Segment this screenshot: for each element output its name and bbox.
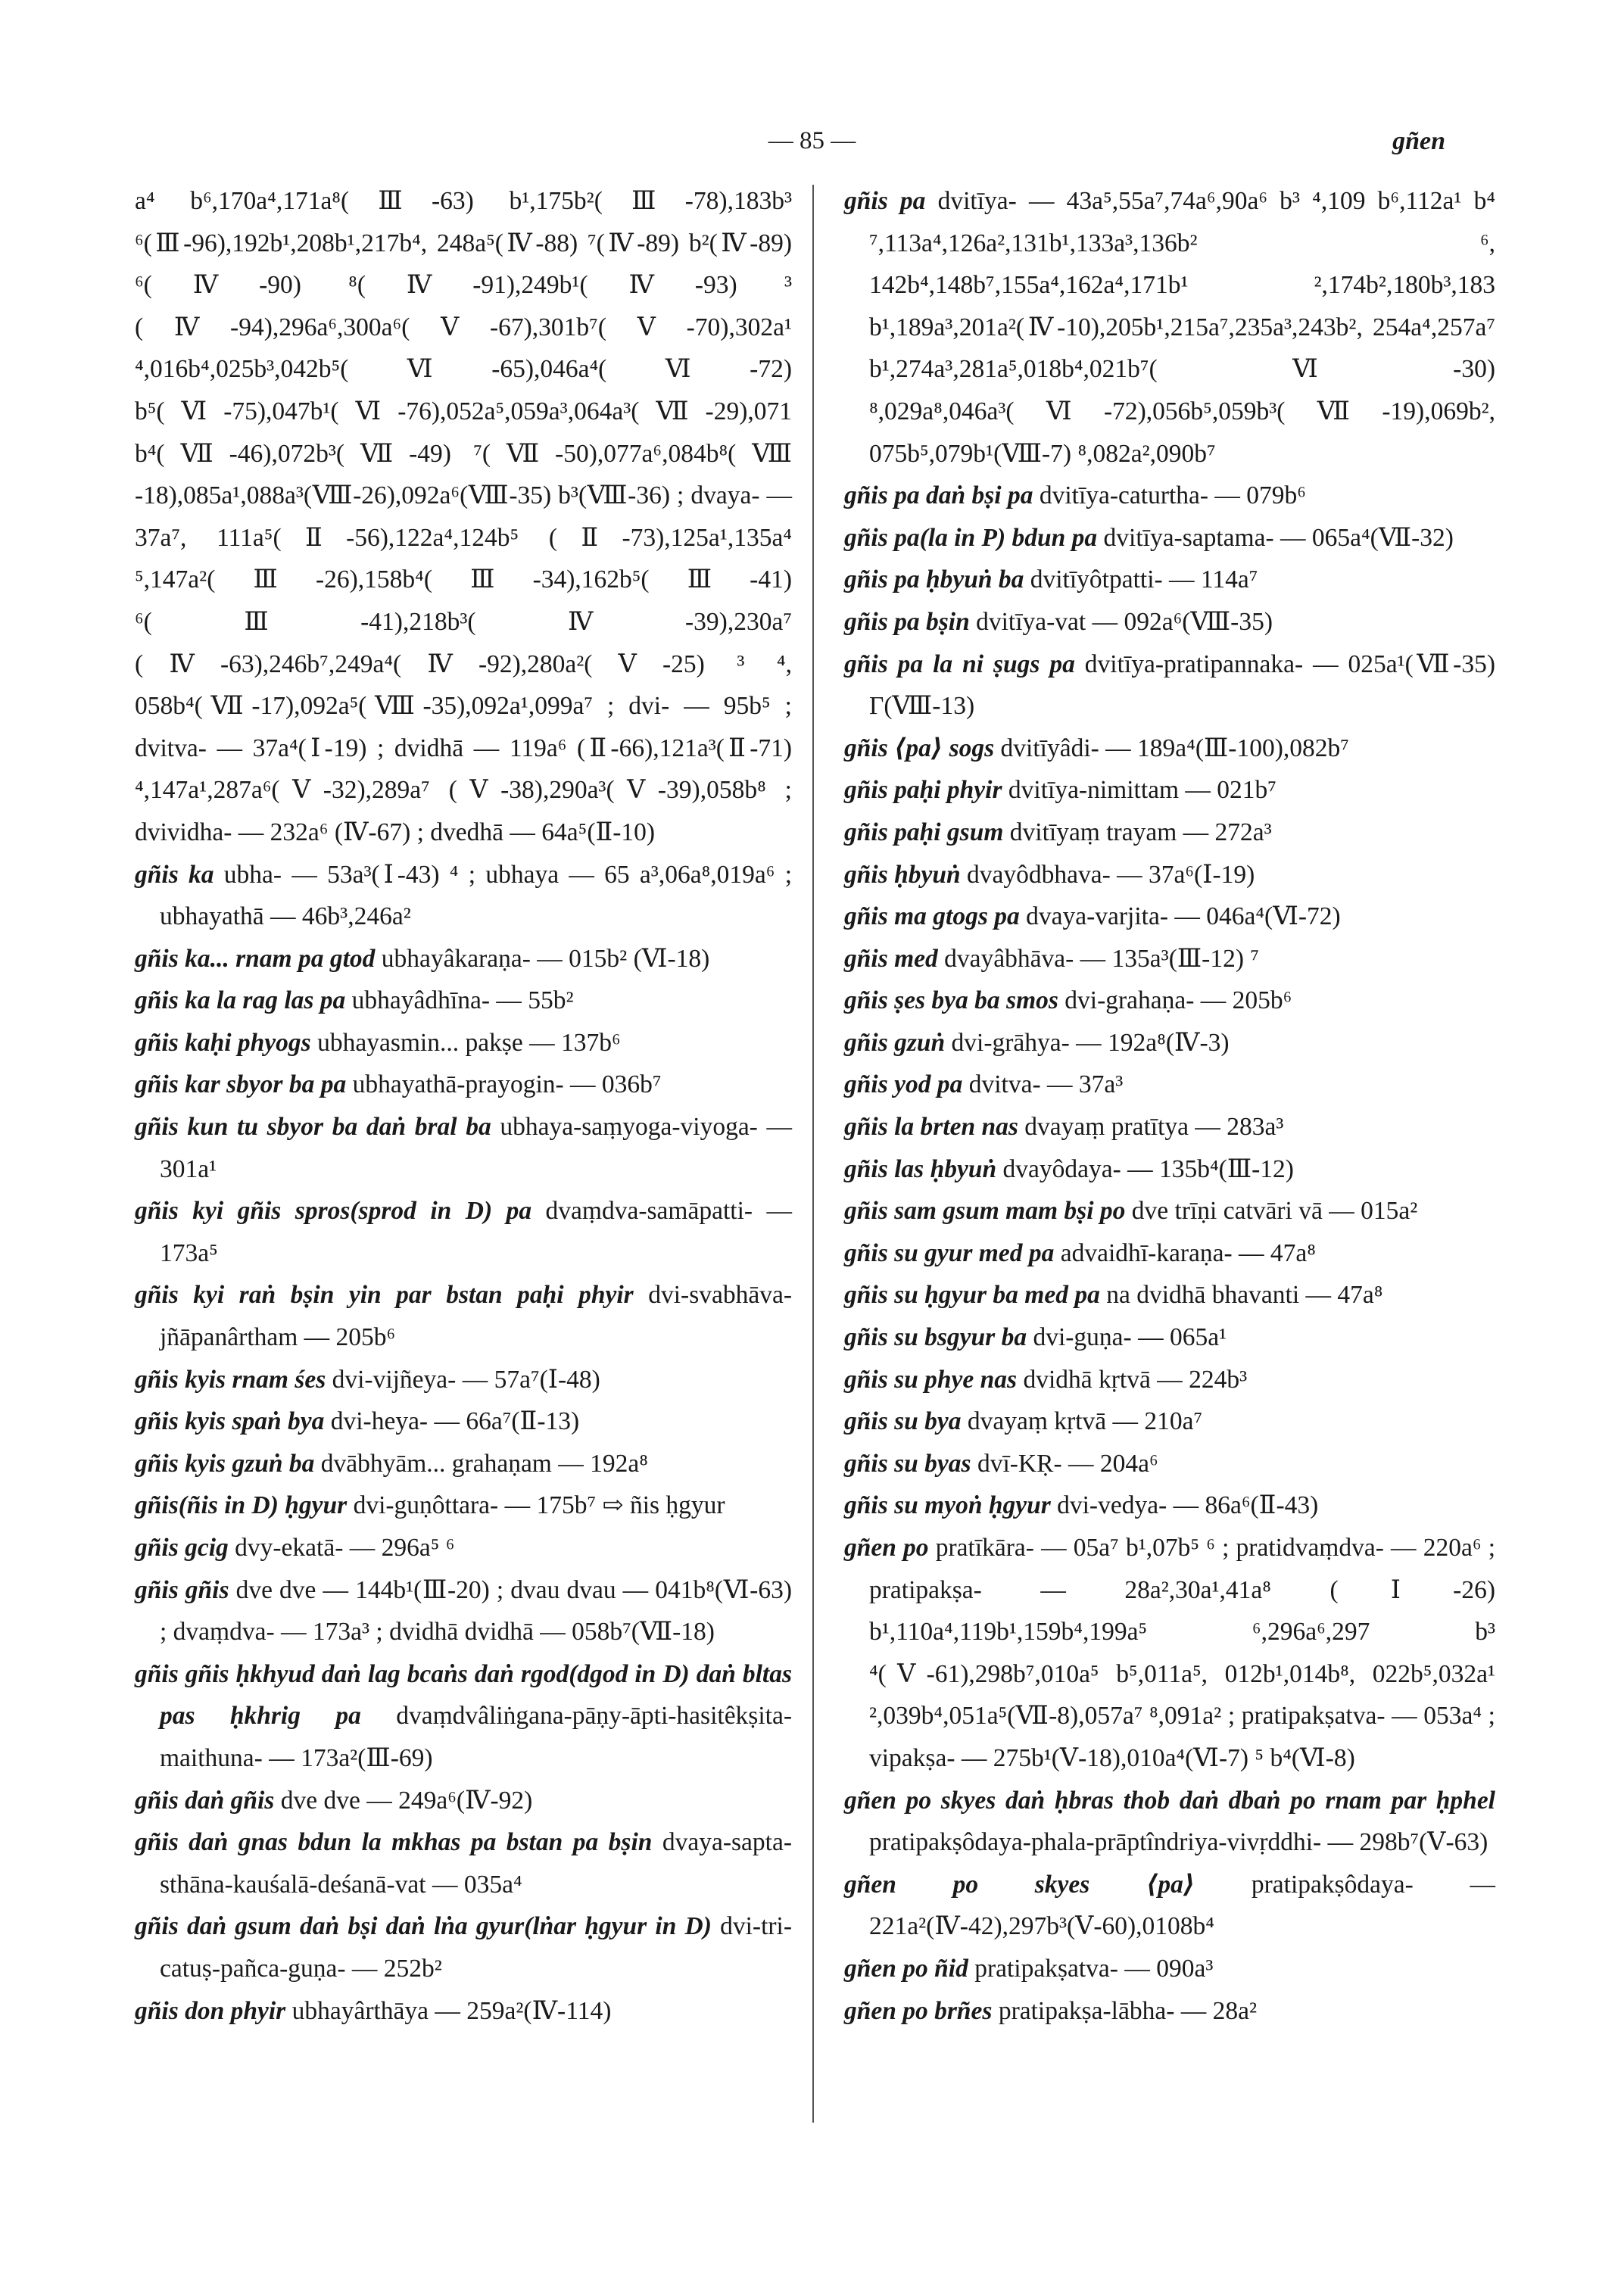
entry-headword: gñis gcig — [135, 1534, 229, 1562]
dictionary-entry — [844, 727, 1495, 770]
running-head: gñen — [1392, 127, 1445, 155]
dictionary-entry — [844, 1232, 1495, 1275]
dictionary-entry — [135, 1485, 792, 1527]
entry-definition: dvitīya-nimittam — 021b⁷ — [1008, 776, 1276, 805]
entry-headword: gñis yod pa — [844, 1070, 963, 1099]
dictionary-entry — [135, 1443, 792, 1485]
entry-headword: gñis la brten nas — [844, 1113, 1018, 1142]
dictionary-entry — [135, 1780, 792, 1822]
entry-definition: dvābhyām... grahaṇam — 192a⁸ — [320, 1449, 648, 1478]
dictionary-entry — [844, 643, 1495, 727]
page-number: — 85 — — [768, 127, 856, 154]
entry-definition: dve dve — 144b¹(Ⅲ-20) ; dvau dvau — 041b⁸(Ⅵ-63) ; dvaṃdva- — 173a³ ; dvidhā dvidhā — 058b⁷(Ⅶ-18) — [160, 1575, 792, 1647]
entry-definition: pratipakṣôdaya- — 221a²(Ⅳ-42),297b³(Ⅴ-60),0108b⁴ — [869, 1870, 1495, 1941]
entry-definition: dvi-grahaṇa- — 205b⁶ — [1064, 986, 1292, 1015]
entry-definition: ubhayathā-prayogin- — 036b⁷ — [352, 1070, 662, 1099]
dictionary-entry — [844, 1990, 1495, 2033]
entry-headword: gñis su myoṅ ḥgyur — [844, 1491, 1051, 1520]
dictionary-entry — [844, 1864, 1495, 1948]
entry-headword: gñen po brñes — [844, 1996, 993, 2025]
entry-definition: dvi-vijñeya- — 57a⁷(Ⅰ-48) — [332, 1365, 600, 1394]
entry-headword: gñis su phye nas — [844, 1365, 1018, 1394]
entry-definition: dvi-guṇôttara- — 175b⁷ ⇨ ñis ḥgyur — [353, 1491, 725, 1520]
entry-headword: gñis kyis rnam śes — [135, 1365, 326, 1394]
entry-definition: ubhaya-saṃyoga-viyoga- — 301a¹ — [160, 1113, 792, 1183]
dictionary-entry — [135, 1990, 792, 2033]
dictionary-entry — [135, 180, 792, 854]
dictionary-entry — [844, 180, 1495, 475]
dictionary-entry — [135, 854, 792, 938]
entry-headword: gñis su ḥgyur ba med pa — [844, 1281, 1100, 1310]
dictionary-entry — [844, 559, 1495, 601]
entry-headword: gñis su bsgyur ba — [844, 1323, 1027, 1352]
entry-headword: gñis don phyir — [135, 1996, 286, 2025]
page-header — [0, 127, 1624, 173]
entry-definition: dvayôdaya- — 135b⁴(Ⅲ-12) — [1002, 1154, 1294, 1183]
entry-definition: dvitīyaṃ trayam — 272a³ — [1009, 818, 1272, 846]
dictionary-entry — [135, 980, 792, 1022]
dictionary-entry — [135, 1106, 792, 1190]
entry-headword: gñis su gyur med pa — [844, 1238, 1055, 1267]
entry-headword: gñen po skyes ⟨pa⟩ — [844, 1870, 1195, 1899]
entry-definition: dvitīya- — 43a⁵,55a⁷,74a⁶,90a⁶ b³ ⁴,109 b⁶,112a¹ b⁴ ⁷,113a⁴,126a²,131b¹,133a³,136b² ⁶, 142b⁴,148b⁷,155a⁴,162a⁴,171b¹ ²,174b²,180b³,183 b¹,189a³,201a²(Ⅳ-10),205b¹,215a⁷,235a³,243b², 254a⁴,257a⁷ b¹,274a³,281a⁵,018b⁴,021b⁷(Ⅵ-30) ⁸,029a⁸,046a³(Ⅵ-72),056b⁵,059b³(Ⅶ-19),069b², 075b⁵,079b¹(Ⅷ-7) ⁸,082a²,090b⁷ — [869, 187, 1495, 468]
entry-definition: dvī-KṚ- — 204a⁶ — [977, 1449, 1158, 1478]
entry-definition: dvaya-varjita- — 046a⁴(Ⅵ-72) — [1026, 902, 1341, 931]
entry-definition: dvi-heya- — 66a⁷(Ⅱ-13) — [330, 1407, 580, 1436]
entry-headword: gñen po — [844, 1534, 929, 1562]
dictionary-entry — [844, 1316, 1495, 1359]
dictionary-entry — [844, 769, 1495, 812]
dictionary-entry — [135, 1190, 792, 1274]
entry-definition: dvitīyôtpatti- — 114a⁷ — [1030, 565, 1258, 594]
dictionary-entry — [135, 1569, 792, 1653]
dictionary-entry — [844, 1064, 1495, 1106]
entry-headword: gñis kyi raṅ bṣin yin par bstan paḥi phyir — [135, 1281, 634, 1310]
entry-definition: pratīkāra- — 05a⁷ b¹,07b⁵ ⁶ ; pratidvaṃdva- — 220a⁶ ; pratipakṣa- — 28a²,30a¹,41a⁸ (Ⅰ-26) b¹,110a⁴,119b¹,159b⁴,199a⁵ ⁶,296a⁶,297 b³ ⁴(Ⅴ-61),298b⁷,010a⁵ b⁵,011a⁵, 012b¹,014b⁸, 022b⁵,032a¹ ²,039b⁴,051a⁵(Ⅶ-8),057a⁷ ⁸,091a² ; pratipakṣatva- — 053a⁴ ; vipakṣa- — 275b¹(Ⅴ-18),010a⁴(Ⅵ-7) ⁵ b⁴(Ⅵ-8) — [869, 1534, 1495, 1772]
entry-definition: dvitīya-saptama- — 065a⁴(Ⅶ-32) — [1103, 523, 1454, 552]
entry-definition: dvitva- — 37a³ — [968, 1070, 1124, 1099]
entry-headword: gñis daṅ gsum daṅ bṣi daṅ lṅa gyur(lṅar ḥgyur in D) — [135, 1912, 712, 1941]
dictionary-entry — [844, 475, 1495, 517]
entry-headword: gñis gzuṅ — [844, 1028, 946, 1057]
dictionary-entry — [135, 938, 792, 980]
entry-definition: pratipakṣôdaya-phala-prāptîndriya-vivṛddhi- — 298b⁷(Ⅴ-63) — [869, 1828, 1488, 1857]
dictionary-entry — [844, 1527, 1495, 1780]
entry-headword: gñis pa(la in P) bdun pa — [844, 523, 1098, 552]
entry-definition: dvayâbhāva- — 135a³(Ⅲ-12) ⁷ — [944, 944, 1260, 973]
dictionary-entry — [844, 896, 1495, 938]
dictionary-entry — [844, 1274, 1495, 1316]
entry-definition: dvayôdbhava- — 37a⁶(Ⅰ-19) — [967, 860, 1255, 889]
entry-headword: gñis med — [844, 944, 938, 973]
dictionary-entry — [135, 1905, 792, 1989]
dictionary-entry — [844, 1780, 1495, 1864]
right-column — [844, 180, 1495, 2032]
entry-headword: gñis kar sbyor ba pa — [135, 1070, 347, 1099]
entry-headword: gñis pa daṅ bṣi pa — [844, 481, 1033, 510]
entry-headword: gñis ka — [135, 860, 214, 889]
dictionary-entry — [844, 517, 1495, 559]
entry-definition: dve dve — 249a⁶(Ⅳ-92) — [280, 1786, 533, 1815]
dictionary-entry — [844, 601, 1495, 643]
dictionary-entry — [844, 1400, 1495, 1443]
entry-definition: dvitīya-pratipannaka- — 025a¹(Ⅶ-35) Γ(Ⅷ-13) — [869, 650, 1495, 721]
dictionary-entry — [135, 1653, 792, 1780]
dictionary-entry — [844, 1190, 1495, 1232]
entry-headword: gñis ḥbyuṅ — [844, 860, 961, 889]
entry-definition: dvitīya-caturtha- — 079b⁶ — [1039, 481, 1306, 510]
entry-definition: dvitīyâdi- — 189a⁴(Ⅲ-100),082b⁷ — [1000, 734, 1349, 762]
entry-definition: dvi-guṇa- — 065a¹ — [1033, 1323, 1227, 1352]
column-divider — [812, 185, 814, 2123]
entry-definition: dvidhā kṛtvā — 224b³ — [1023, 1365, 1248, 1394]
dictionary-entry — [844, 1148, 1495, 1191]
entry-definition: dvi-tri-catuṣ-pañca-guṇa- — 252b² — [160, 1912, 793, 1983]
dictionary-entry — [844, 854, 1495, 896]
entry-headword: gñis ka... rnam pa gtod — [135, 944, 376, 973]
dictionary-entry — [844, 812, 1495, 854]
entry-definition: dvi-vedya- — 86a⁶(Ⅱ-43) — [1057, 1491, 1319, 1520]
entry-headword: gñen po skyes daṅ ḥbras thob daṅ dbaṅ po rnam par ḥphel — [844, 1786, 1495, 1815]
entry-headword: gñis gñis ḥkhyud daṅ lag bcaṅs daṅ rgod(dgod in D) daṅ bltas pas ḥkhrig pa — [135, 1659, 792, 1731]
entry-headword: gñis pa bṣin — [844, 607, 970, 636]
dictionary-entry — [844, 1443, 1495, 1485]
entry-definition: dvaṃdvâliṅgana-pāṇy-āpti-hasitêkṣita-maithuna- — 173a²(Ⅲ-69) — [160, 1702, 792, 1772]
dictionary-entry — [135, 1821, 792, 1905]
entry-definition: pratipakṣatva- — 090a³ — [974, 1954, 1214, 1983]
entry-headword: gñen po ñid — [844, 1954, 968, 1983]
dictionary-entry — [844, 938, 1495, 980]
entry-definition: ubhayârthāya — 259a²(Ⅳ-114) — [291, 1996, 612, 2025]
entry-headword: gñis ka la rag las pa — [135, 986, 346, 1015]
entry-headword: gñis paḥi gsum — [844, 818, 1004, 846]
entry-definition: ubha- — 53a³(Ⅰ-43) ⁴ ; ubhaya — 65 a³,06a⁸,019a⁶ ; ubhayathā — 46b³,246a² — [160, 860, 793, 931]
dictionary-entry — [135, 1022, 792, 1064]
left-column — [135, 180, 792, 2032]
entry-headword: gñis kyi gñis spros(sprod in D) pa — [135, 1197, 532, 1226]
entry-headword: gñis su bya — [844, 1407, 962, 1436]
entry-definition: dvayaṃ pratītya — 283a³ — [1024, 1113, 1284, 1142]
entry-headword: gñis paḥi phyir — [844, 776, 1002, 805]
entry-definition: ubhayâkaraṇa- — 015b² (Ⅵ-18) — [381, 944, 710, 973]
dictionary-entry — [844, 1106, 1495, 1148]
entry-headword: gñis las ḥbyuṅ — [844, 1154, 997, 1183]
entry-definition: dvi-svabhāva-jñāpanârtham — 205b⁶ — [160, 1281, 792, 1352]
entry-definition: a⁴ b⁶,170a⁴,171a⁸(Ⅲ-63) b¹,175b²(Ⅲ-78),183b³ ⁶(Ⅲ-96),192b¹,208b¹,217b⁴, 248a⁵(Ⅳ-88) ⁷(Ⅳ-89) b²(Ⅳ-89) ⁶(Ⅳ-90) ⁸(Ⅳ-91),249b¹(Ⅳ-93) ³ (Ⅳ-94),296a⁶,300a⁶(Ⅴ-67),301b⁷(Ⅴ-70),302a¹ ⁴,016b⁴,025b³,042b⁵(Ⅵ-65),046a⁴(Ⅵ-72) b⁵(Ⅵ-75),047b¹(Ⅵ-76),052a⁵,059a³,064a³(Ⅶ-29),071 b⁴(Ⅶ-46),072b³(Ⅶ-49) ⁷(Ⅶ-50),077a⁶,084b⁸(Ⅷ -18),085a¹,088a³(Ⅷ-26),092a⁶(Ⅷ-35) b³(Ⅷ-36) ; dvaya- — 37a⁷, 111a⁵(Ⅱ-56),122a⁴,124b⁵ (Ⅱ-73),125a¹,135a⁴ ⁵,147a²(Ⅲ-26),158b⁴(Ⅲ-34),162b⁵(Ⅲ-41) ⁶(Ⅲ-41),218b³(Ⅳ-39),230a⁷ (Ⅳ-63),246b⁷,249a⁴(Ⅳ-92),280a²(Ⅴ-25) ³ ⁴, 058b⁴(Ⅶ-17),092a⁵(Ⅷ-35),092a¹,099a⁷ ; dvi- — 95b⁵ ; dvitva- — 37a⁴(Ⅰ-19) ; dvidhā — 119a⁶ (Ⅱ-66),121a³(Ⅱ-71) ⁴,147a¹,287a⁶(Ⅴ-32),289a⁷ (Ⅴ-38),290a³(Ⅴ-39),058b⁸ ; dvividha- — 232a⁶ (Ⅳ-67) ; dvedhā — 64a⁵(Ⅱ-10) — [135, 187, 792, 846]
entry-headword: gñis su byas — [844, 1449, 971, 1478]
entry-headword: gñis pa la ni ṣugs pa — [844, 650, 1075, 678]
entry-definition: ubhayasmin... pakṣe — 137b⁶ — [317, 1028, 621, 1057]
entry-headword: gñis ⟨pa⟩ sogs — [844, 734, 995, 762]
dictionary-entry — [135, 1064, 792, 1106]
entry-definition: advaidhī-karaṇa- — 47a⁸ — [1060, 1238, 1316, 1267]
entry-definition: dvi-grāhya- — 192a⁸(Ⅳ-3) — [951, 1028, 1230, 1057]
entry-definition: dvy-ekatā- — 296a⁵ ⁶ — [235, 1534, 455, 1562]
entry-headword: gñis daṅ gñis — [135, 1786, 275, 1815]
entry-headword: gñis kyis spaṅ bya — [135, 1407, 325, 1436]
entry-headword: gñis pa — [844, 187, 926, 215]
entry-headword: gñis kaḥi phyogs — [135, 1028, 311, 1057]
entry-headword: gñis sam gsum mam bṣi po — [844, 1197, 1126, 1226]
entry-definition: dvitīya-vat — 092a⁶(Ⅷ-35) — [976, 607, 1273, 636]
entry-headword: gñis kyis gzuṅ ba — [135, 1449, 315, 1478]
dictionary-entry — [135, 1527, 792, 1569]
entry-headword: gñis kun tu sbyor ba daṅ bral ba — [135, 1113, 491, 1142]
dictionary-entry — [135, 1359, 792, 1401]
entry-headword: gñis gñis — [135, 1575, 229, 1604]
entry-headword: gñis ma gtogs pa — [844, 902, 1020, 931]
entry-headword: gñis daṅ gnas bdun la mkhas pa bstan pa bṣin — [135, 1828, 653, 1857]
entry-definition: dvaya-sapta-sthāna-kauśalā-deśanā-vat — 035a⁴ — [160, 1828, 792, 1899]
dictionary-entry — [844, 1359, 1495, 1401]
dictionary-entry — [135, 1400, 792, 1443]
dictionary-entry — [844, 1485, 1495, 1527]
dictionary-entry — [844, 1022, 1495, 1064]
dictionary-entry — [844, 1948, 1495, 1990]
entry-headword: gñis ṣes bya ba smos — [844, 986, 1058, 1015]
entry-definition: na dvidhā bhavanti — 47a⁸ — [1106, 1281, 1383, 1310]
dictionary-entry — [844, 980, 1495, 1022]
entry-headword: gñis pa ḥbyuṅ ba — [844, 565, 1024, 594]
entry-headword: gñis(ñis in D) ḥgyur — [135, 1491, 348, 1520]
entry-definition: dve trīṇi catvāri vā — 015a² — [1131, 1197, 1418, 1226]
entry-definition: ubhayâdhīna- — 55b² — [351, 986, 574, 1015]
dictionary-entry — [135, 1274, 792, 1358]
entry-definition: dvaṃdva-samāpatti- — 173a⁵ — [160, 1197, 792, 1267]
entry-definition: pratipakṣa-lābha- — 28a² — [998, 1996, 1258, 2025]
entry-definition: dvayaṃ kṛtvā — 210a⁷ — [967, 1407, 1203, 1436]
